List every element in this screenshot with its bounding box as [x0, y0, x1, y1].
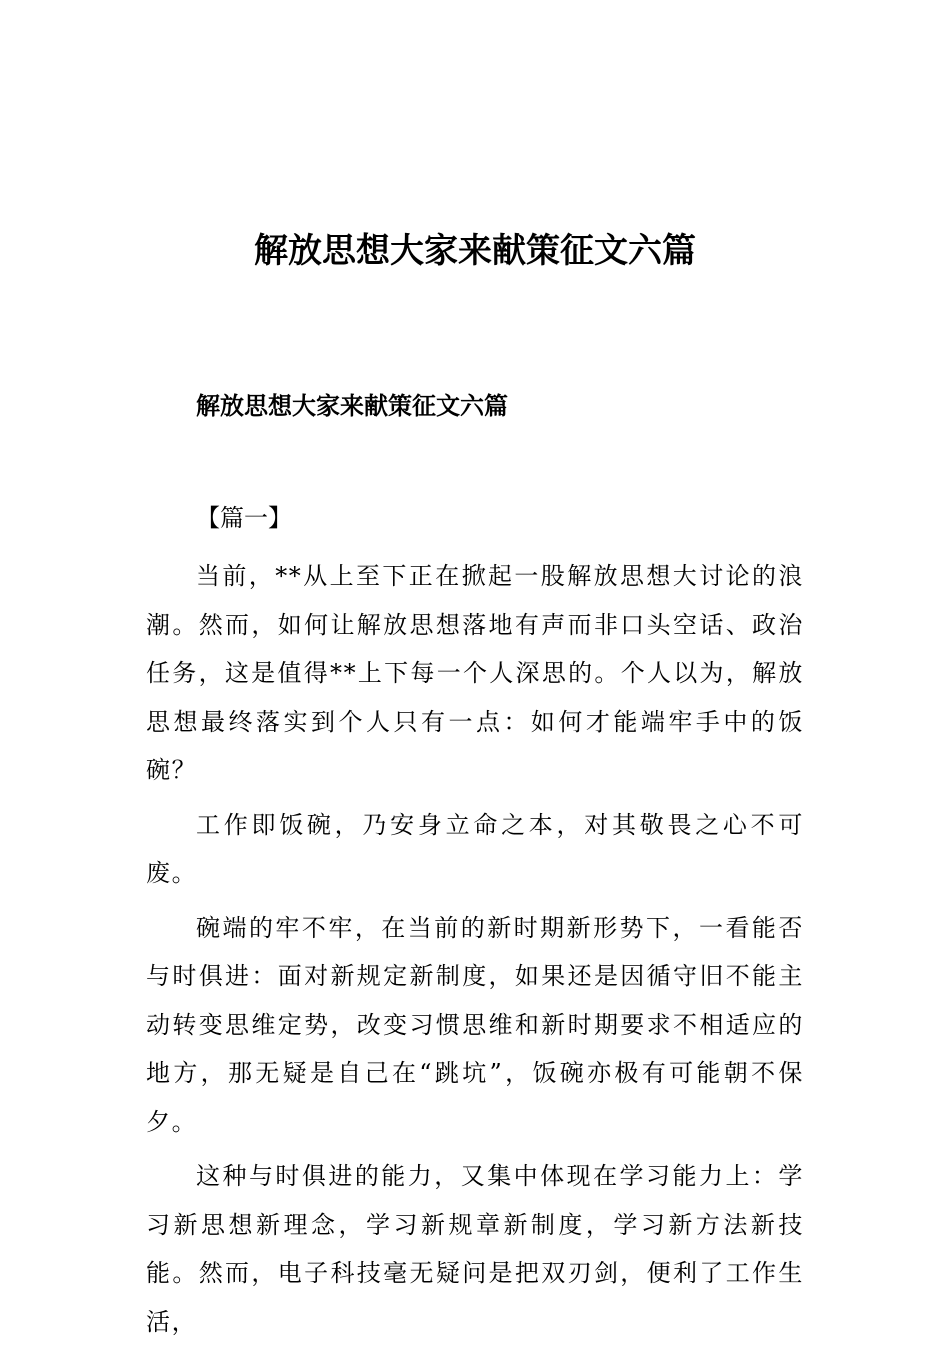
paragraph-2: 工作即饭碗，乃安身立命之本，对其敬畏之心不可废。	[146, 810, 804, 887]
document-title: 解放思想大家来献策征文六篇	[254, 231, 696, 271]
paragraph-4: 这种与时俱进的能力，又集中体现在学习能力上：学习新思想新理念，学习新规章新制度，学习新方法新技能。然而，电子科技毫无疑问是把双刃剑，便利了工作生活，	[146, 1162, 804, 1336]
paragraph-3: 碗端的牢不牢，在当前的新时期新形势下，一看能否与时俱进：面对新规定新制度，如果还是因循守旧不能主动转变思维定势，改变习惯思维和新时期要求不相适应的地方，那无疑是自己在“跳坑”，饭碗亦极有可能朝不保夕。	[146, 913, 804, 1136]
document-subtitle: 解放思想大家来献策征文六篇	[196, 392, 508, 420]
paragraph-1: 当前，**从上至下正在掀起一股解放思想大讨论的浪潮。然而，如何让解放思想落地有声而非口头空话、政治任务，这是值得**上下每一个人深思的。个人以为，解放思想最终落实到个人只有一点：如何才能端牢手中的饭碗？	[146, 562, 804, 784]
section-label: 【篇一】	[196, 504, 292, 532]
document-body	[146, 552, 804, 1346]
